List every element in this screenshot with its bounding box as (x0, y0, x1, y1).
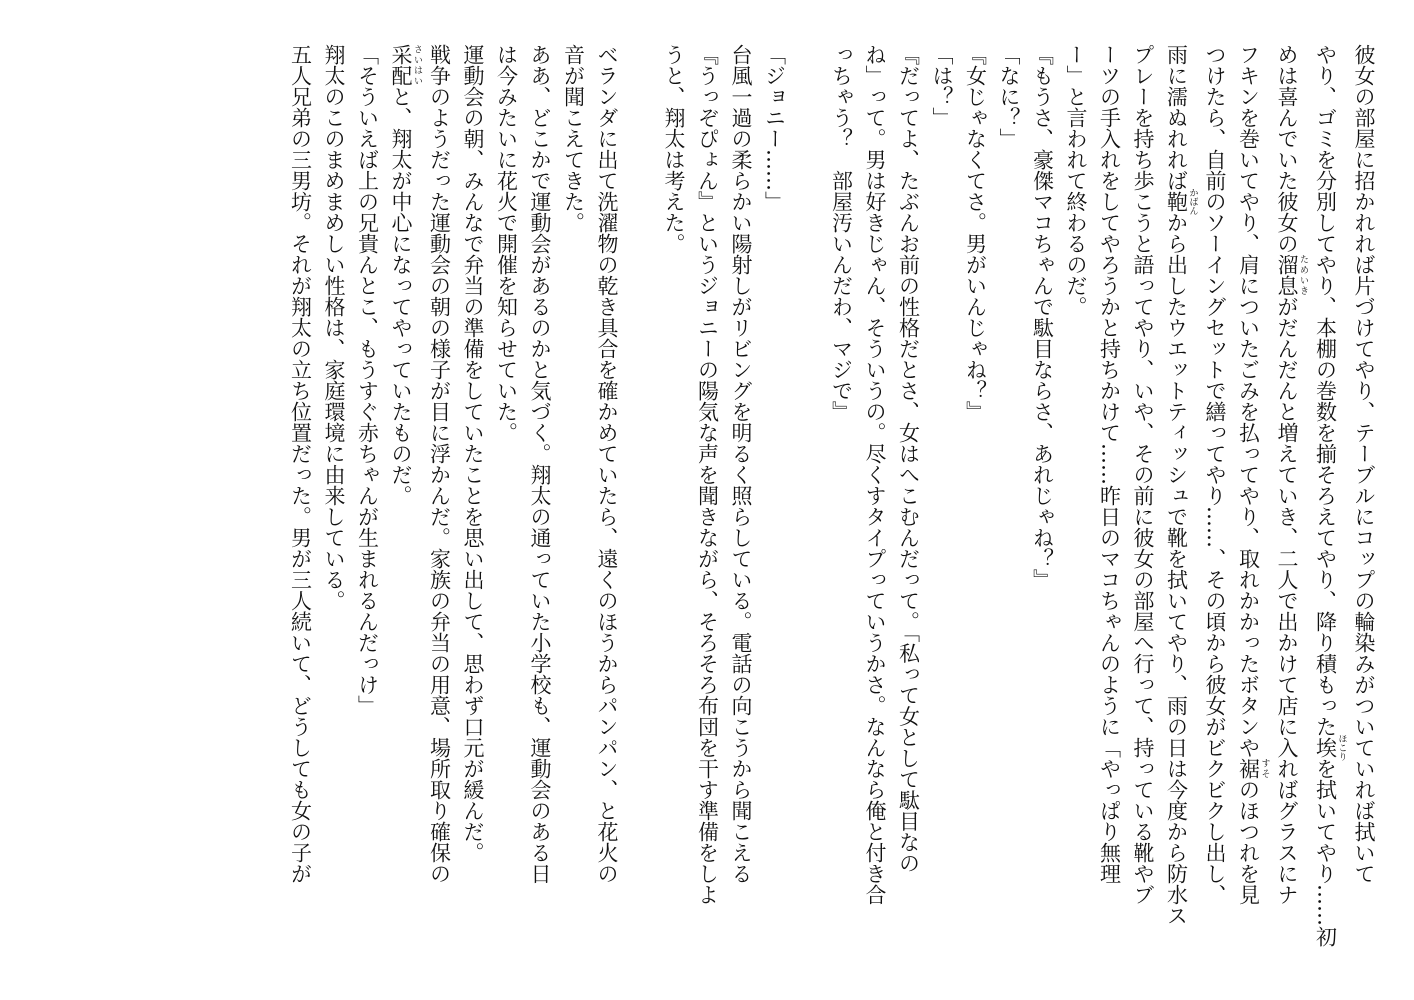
furigana-reading: さいはい (412, 44, 422, 86)
blank-line (623, 44, 657, 54)
text-line: ーツの手入れをしてやろうかと持ちかけて……昨日のマコちゃんのように「やっぱり無理 (1097, 44, 1122, 884)
furigana-reading: かばん (1187, 188, 1198, 215)
text-line: 運動会の朝、みんなで弁当の準備をしていたことを思い出して、思わず口元が緩んだ。 (461, 44, 485, 863)
furigana-reading: ほこり (1336, 734, 1347, 761)
text-line: 「そういえば上の兄貴んとこ、もうすぐ赤ちゃんが生まれるんだっけ」 (355, 44, 380, 716)
text-line: うと、翔太は考えた。 (662, 44, 686, 254)
text-line: つけたら、自前のソーイングセットで繕ってやり……、その頃から彼女がビクビクし出し、 (1203, 44, 1227, 905)
blank-line (791, 44, 825, 54)
text-line: 「なに？」 (997, 44, 1021, 149)
text-line: 『女じゃなくてさ。男がいんじゃね？』 (963, 44, 988, 422)
text-line: 台風一過の柔らかい陽射しがリビングを明るく照らしている。電話の向こうから聞こえる (729, 44, 753, 884)
furigana-word: 采配 さいはい (389, 44, 422, 86)
text-line: フキンを巻いてやり、肩についたごみを払ってやり、取れかかったボタンや裾 すそのほつれを見 (1236, 44, 1270, 905)
text-line: 音が聞こえてきた。 (561, 44, 586, 233)
text-line: 五人兄弟の三男坊。それが翔太の立ち位置だった。男が三人続いて、どうしても女の子が (288, 44, 313, 884)
text-line: っちゃう？ 部屋汚いんだわ、マジで』 (829, 44, 854, 422)
text-line: ね」って。男は好きじゃん、そういうの。尽くすタイプっていうかさ。なんなら俺と付き合 (863, 44, 887, 905)
furigana-word: 溜息 ためいき (1275, 254, 1308, 296)
text-line: 雨に濡ぬれれば鞄 かばんから出したウエットティッシュで靴を拭いてやり、雨の日は今度から防水ス (1164, 44, 1198, 926)
text-line: 「は？」 (930, 44, 954, 128)
text-line: めは喜んでいた彼女の溜息 ためいきがだんだんと増えていき、二人で出かけて店に入ればグラスにナ (1275, 44, 1308, 905)
text-line: ベランダに出て洗濯物の乾き具合を確かめていたら、遠くのほうからパンパン、と花火の (595, 44, 619, 884)
text-line: 『うっぞぴょん』というジョニーの陽気な声を聞きながら、そろそろ布団を干す準備をしよ (695, 44, 720, 905)
text-line: 『もうさ、豪傑マコちゃんで駄目ならさ、あれじゃね？』 (1030, 44, 1055, 590)
vertical-text-body (35, 44, 1380, 980)
text-line: 采配 さいはいと、翔太が中心になってやっていたものだ。 (389, 44, 422, 506)
furigana-reading: ためいき (1298, 254, 1308, 296)
text-line: やり、ゴミを分別してやり、本棚の巻数を揃そろえてやり、降り積もった埃 ほこりを拭いてやり……初 (1313, 44, 1347, 947)
furigana-word: 埃 ほこり (1313, 734, 1347, 761)
text-line: は今みたいに花火で開催を知らせていた。 (494, 44, 519, 443)
text-line: ああ、どこかで運動会があるのかと気づく。翔太の通っていた小学校も、運動会のある日 (528, 44, 552, 884)
text-line: 「ジョニー……」 (762, 44, 787, 212)
text-line: プレーを持ち歩こうと語ってやり、いや、その前に彼女の部屋へ行って、持っている靴やブ (1131, 44, 1155, 905)
text-line: ー」と言われて終わるのだ。 (1064, 44, 1088, 317)
furigana-reading: すそ (1259, 758, 1270, 779)
furigana-word: 鞄 かばん (1164, 188, 1198, 215)
text-line: 翔太のこのまめまめしい性格は、家庭環境に由来している。 (322, 44, 346, 611)
text-line: 彼女の部屋に招かれれば片づけてやり、テーブルにコップの輪染みがついていれば拭いて (1352, 44, 1376, 884)
text-line: 『だってよ、たぶんお前の性格だとさ、女はへこむんだって。「私って女として駄目なの (896, 44, 921, 874)
text-line: 戦争のようだった運動会の朝の様子が目に浮かんだ。家族の弁当の用意、場所取り確保の (427, 44, 452, 884)
furigana-word: 裾 すそ (1236, 758, 1270, 779)
